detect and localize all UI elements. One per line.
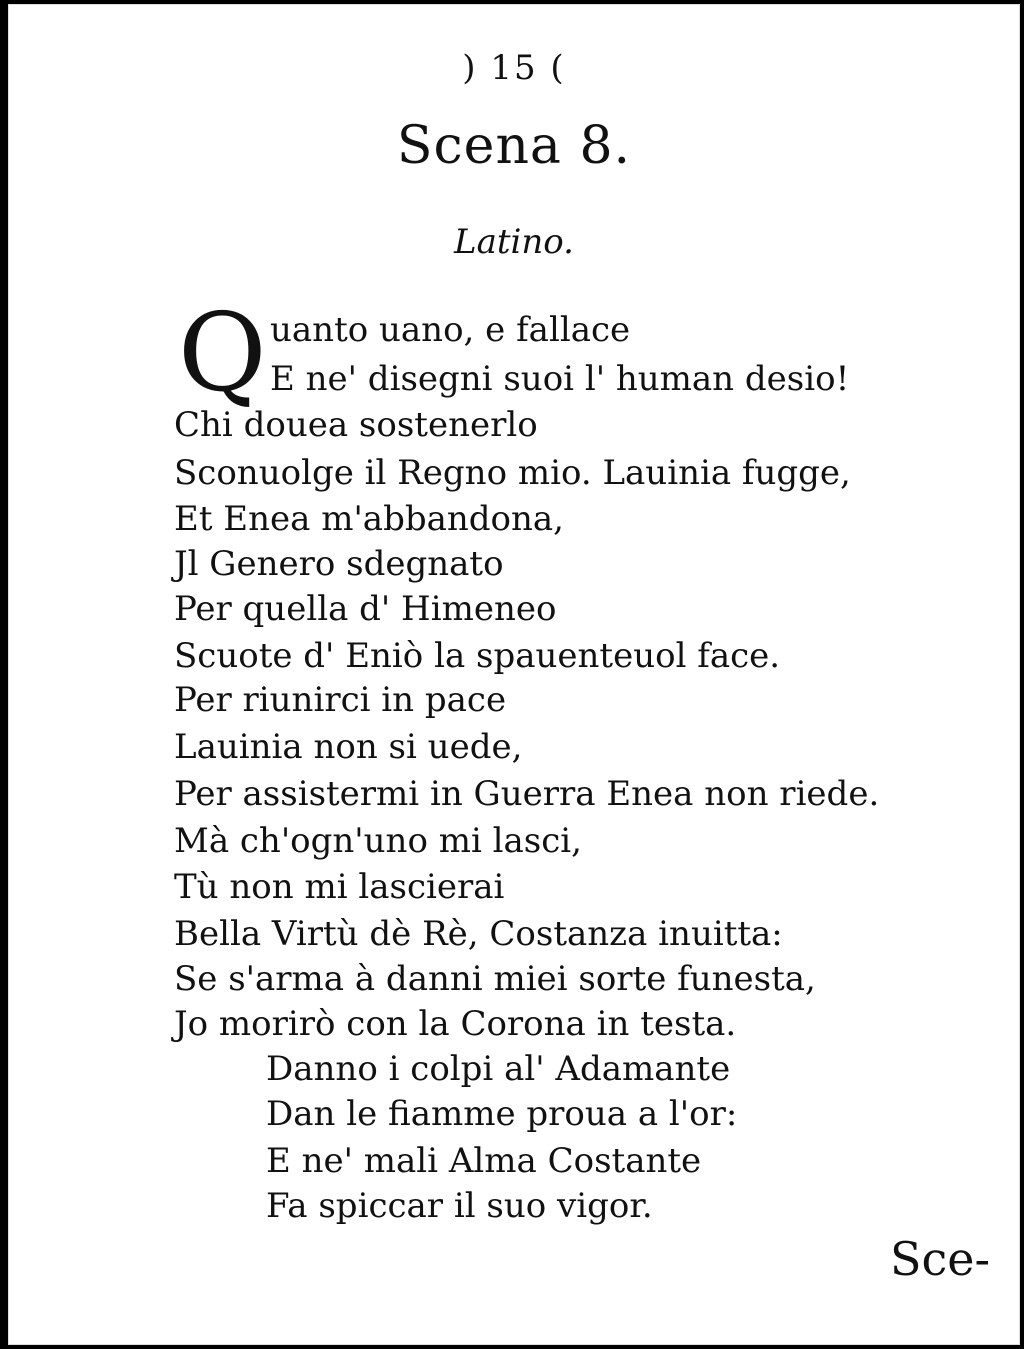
verse-line: Lauinia non si uede, bbox=[174, 727, 523, 767]
verse-line: Mà ch'ogn'uno mi lasci, bbox=[174, 821, 582, 861]
page-number: ) 15 ( bbox=[462, 48, 566, 88]
verse-block bbox=[8, 4, 1020, 1345]
verse-line: Danno i colpi al' Adamante bbox=[266, 1049, 731, 1089]
speaker-name: Latino. bbox=[454, 222, 574, 262]
verse-line: Fa spiccar il suo vigor. bbox=[266, 1186, 653, 1226]
verse-line: Et Enea m'abbandona, bbox=[174, 499, 564, 539]
verse-line: Per quella d' Himeneo bbox=[174, 589, 557, 629]
verse-line: Sconuolge il Regno mio. Lauinia fugge, bbox=[174, 453, 851, 493]
verse-line: Tù non mi lascierai bbox=[174, 867, 505, 907]
verse-line: Jo morirò con la Corona in testa. bbox=[174, 1004, 737, 1044]
verse-line: Dan le fiamme proua a l'or: bbox=[266, 1094, 738, 1134]
scene-title: Scena 8. bbox=[396, 116, 632, 176]
verse-line: Per assistermi in Guerra Enea non riede. bbox=[174, 774, 880, 814]
drop-cap: Q bbox=[178, 291, 267, 416]
verse-line: E ne' mali Alma Costante bbox=[266, 1141, 702, 1181]
catchword: Sce- bbox=[889, 1232, 990, 1286]
verse-line: Chi douea sostenerlo bbox=[174, 405, 538, 445]
verse-line: Se s'arma à danni miei sorte funesta, bbox=[174, 959, 816, 999]
verse-line: E ne' disegni suoi l' human desio! bbox=[270, 359, 850, 399]
verse-line: Jl Genero sdegnato bbox=[174, 544, 504, 584]
verse-line: Per riunirci in pace bbox=[174, 680, 507, 720]
book-page bbox=[8, 4, 1020, 1345]
verse-line: Scuote d' Eniò la spauenteuol face. bbox=[174, 636, 781, 676]
verse-line: Bella Virtù dè Rè, Costanza inuitta: bbox=[174, 914, 783, 954]
verse-line: uanto uano, e fallace bbox=[270, 310, 631, 350]
